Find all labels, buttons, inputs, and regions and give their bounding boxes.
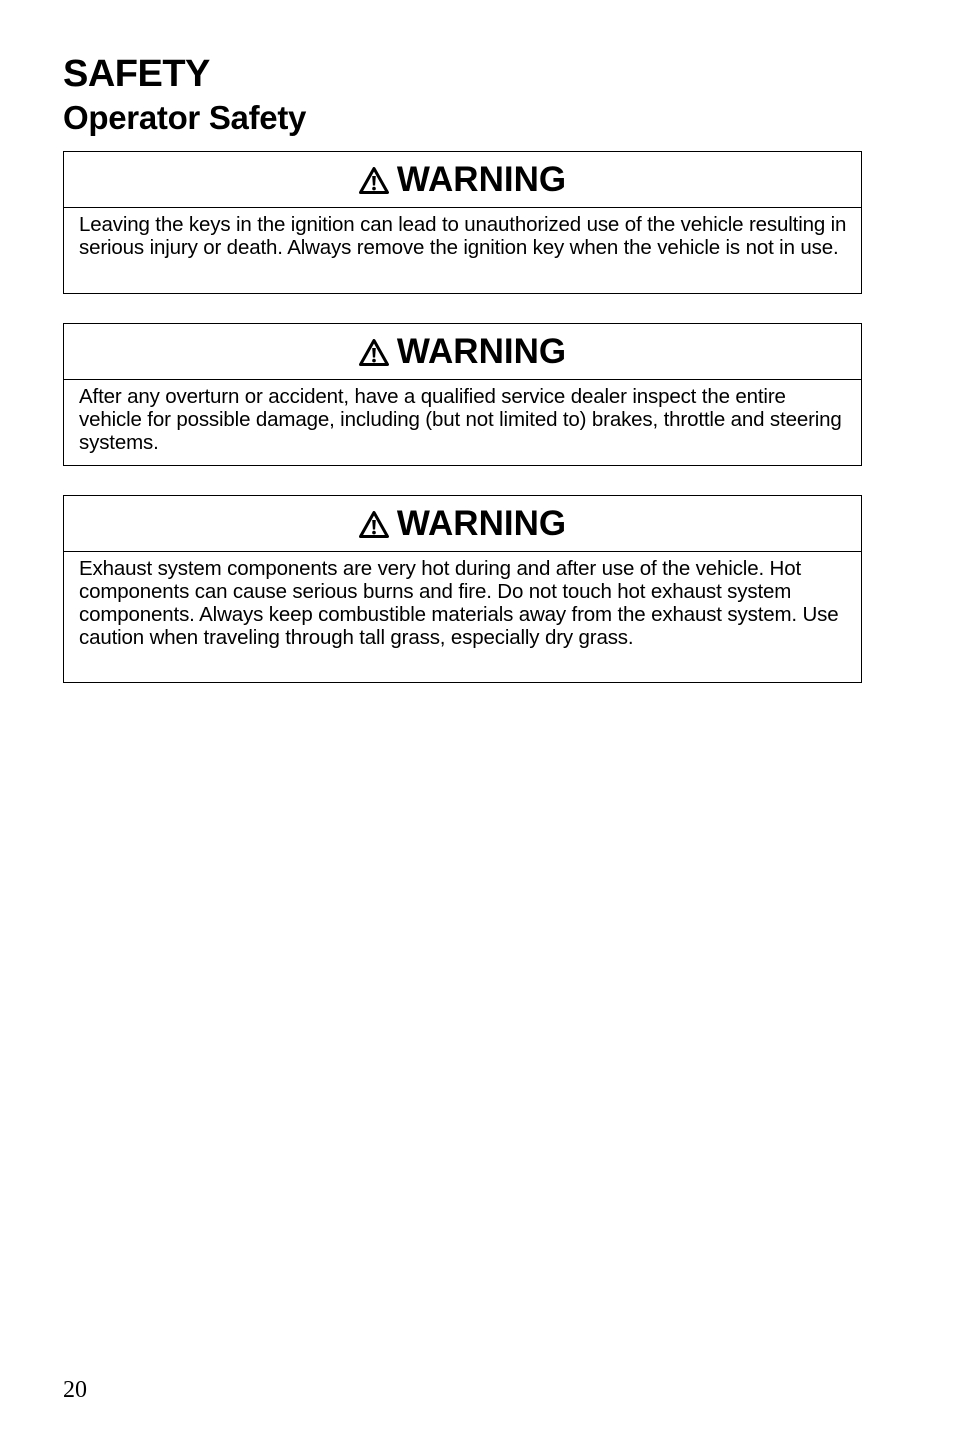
warning-triangle-icon bbox=[359, 511, 389, 538]
warning-label: WARNING bbox=[396, 503, 567, 543]
warning-label: WARNING bbox=[396, 159, 567, 199]
warning-box-hot-exhaust bbox=[63, 495, 862, 683]
warning-box-overturn-inspection bbox=[63, 323, 862, 466]
warning-triangle-icon bbox=[359, 167, 389, 194]
warning-text: After any overturn or accident, have a qualified service dealer inspect the entire vehicle for possible damage, including (but not limited to) brakes, throttle and steering systems. bbox=[79, 385, 842, 454]
section-title: SAFETY bbox=[63, 53, 210, 95]
warning-text: Exhaust system components are very hot during and after use of the vehicle. Hot components can cause serious burns and fire. Do not touch hot exhaust system components. Always keep combustible materials away from the exhaust system. Use caution when traveling through tall grass, especially dry grass. bbox=[79, 557, 839, 649]
warning-header bbox=[64, 496, 861, 552]
subsection-title: Operator Safety bbox=[63, 99, 307, 136]
warning-header bbox=[64, 324, 861, 380]
warning-label: WARNING bbox=[396, 331, 567, 371]
warning-header bbox=[64, 152, 861, 208]
warning-box-ignition-key bbox=[63, 151, 862, 294]
warning-text: Leaving the keys in the ignition can lead to unauthorized use of the vehicle resulting in serious injury or death. Always remove the ignition key when the vehicle is not in use. bbox=[79, 213, 847, 259]
page-number: 20 bbox=[63, 1377, 87, 1403]
warning-triangle-icon bbox=[359, 339, 389, 366]
